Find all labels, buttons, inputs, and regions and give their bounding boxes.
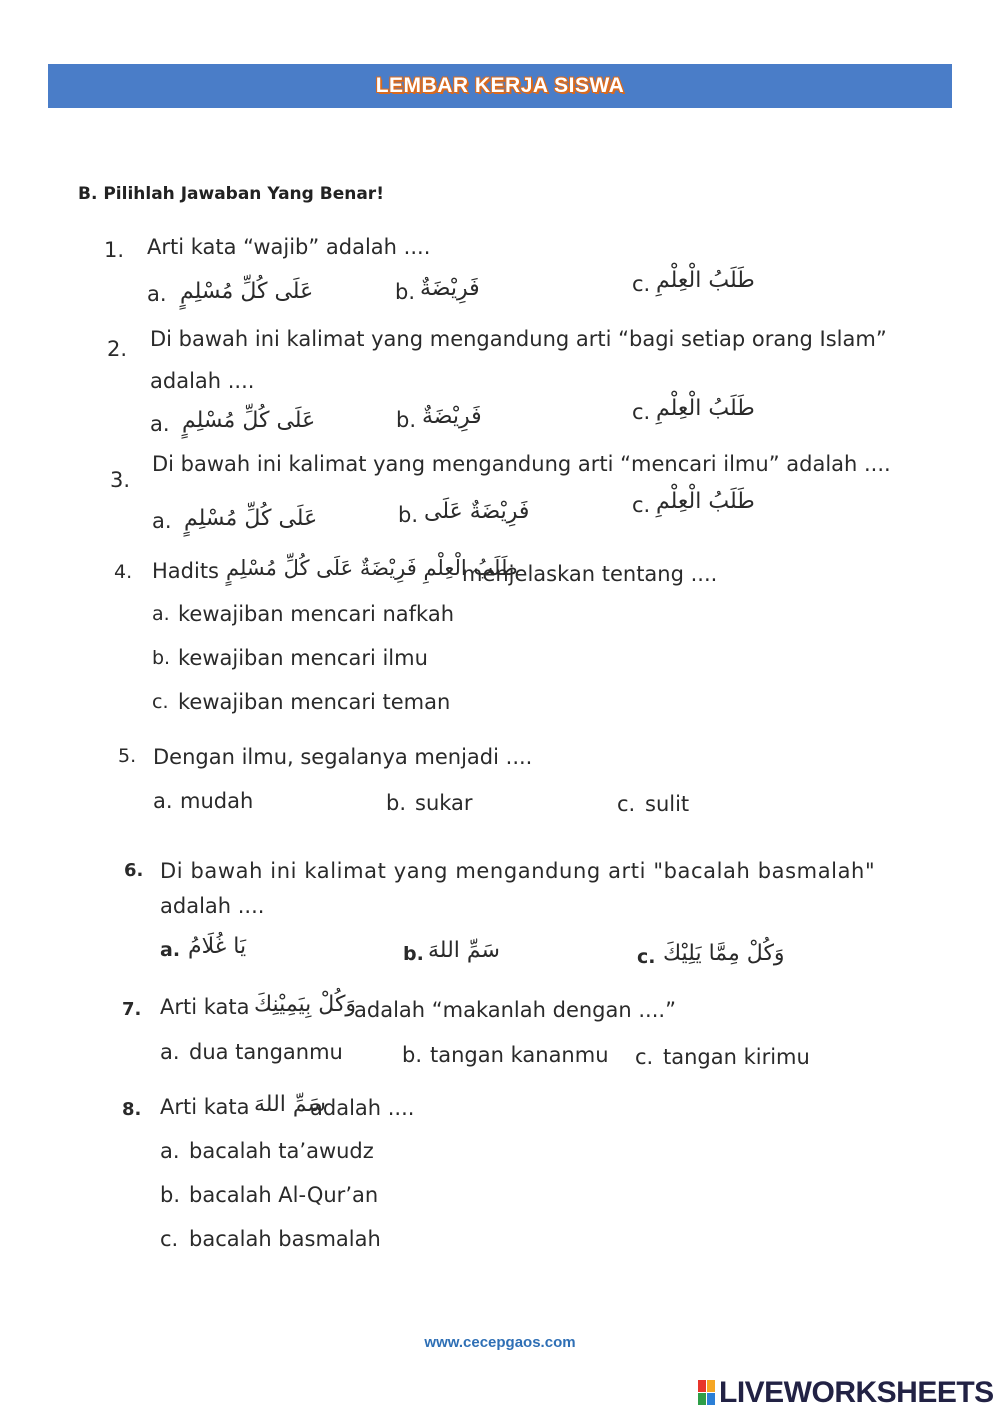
question-text-after: adalah “makanlah dengan ....” <box>354 998 676 1022</box>
option-letter: a. <box>152 603 170 625</box>
question-text-continued: adalah .... <box>150 369 255 393</box>
option-letter: b. <box>386 791 407 815</box>
page-title: LEMBAR KERJA SISWA <box>375 74 625 97</box>
liveworksheets-icon <box>698 1380 716 1406</box>
option-a[interactable]: يَا غُلَامُ <box>188 934 247 959</box>
option-letter: b. <box>398 503 419 527</box>
option-letter: b. <box>395 280 416 304</box>
option-letter: a. <box>160 1040 180 1064</box>
option-b[interactable]: فَرِيْضَةٌ عَلَى <box>424 499 530 524</box>
option-b[interactable]: سَمِّ اللهَ <box>428 938 500 963</box>
option-letter: a. <box>153 789 173 813</box>
liveworksheets-logo[interactable] <box>698 1376 994 1410</box>
question-number: 3. <box>110 468 131 492</box>
option-c[interactable]: طَلَبُ الْعِلْمِ <box>656 489 755 514</box>
question-text-before: Arti kata <box>160 1095 250 1119</box>
section-title: B. Pilihlah Jawaban Yang Benar! <box>78 184 384 204</box>
option-letter: c. <box>152 691 169 713</box>
option-letter: c. <box>632 493 651 517</box>
option-b[interactable]: bacalah Al-Qur’an <box>189 1183 379 1207</box>
footer-url[interactable]: www.cecepgaos.com <box>424 1334 576 1351</box>
question-number: 5. <box>118 745 137 767</box>
option-c[interactable]: طَلَبُ الْعِلْمِ <box>656 396 755 421</box>
option-letter: b. <box>403 943 424 965</box>
question-text-before: Hadits <box>152 559 219 583</box>
option-letter: c. <box>160 1227 179 1251</box>
header-banner <box>48 64 952 108</box>
option-letter: b. <box>402 1043 423 1067</box>
option-b[interactable]: فَرِيْضَةٌ <box>422 404 482 429</box>
logo-square-icon <box>707 1393 715 1405</box>
option-a[interactable]: kewajiban mencari nafkah <box>178 602 455 626</box>
question-number: 6. <box>124 860 144 881</box>
question-text: Di bawah ini kalimat yang mengandung arti "bacalah basmalah" <box>160 859 876 883</box>
logo-square-icon <box>698 1380 706 1392</box>
logo-text: LIVEWORKSHEETS <box>719 1376 994 1409</box>
option-a[interactable]: عَلَى كُلِّ مُسْلِمٍ <box>182 408 316 433</box>
option-c[interactable]: وَكُلْ مِمَّا يَلِيْكَ <box>663 941 785 966</box>
question-text: Arti kata “wajib” adalah .... <box>147 235 431 259</box>
arabic-word: سَمِّ اللهَ <box>254 1092 326 1117</box>
question-text: Di bawah ini kalimat yang mengandung arti “mencari ilmu” adalah .... <box>152 452 891 476</box>
option-letter: c. <box>617 792 636 816</box>
option-a[interactable]: عَلَى كُلِّ مُسْلِمٍ <box>184 506 318 531</box>
option-letter: a. <box>160 1139 180 1163</box>
question-text-after: menjelaskan tentang .... <box>462 562 718 586</box>
option-c[interactable]: tangan kirimu <box>663 1045 810 1069</box>
question-text: Di bawah ini kalimat yang mengandung arti “bagi setiap orang Islam” <box>150 327 887 351</box>
option-a[interactable]: mudah <box>180 789 254 813</box>
option-a[interactable]: عَلَى كُلِّ مُسْلِمٍ <box>180 279 314 304</box>
option-letter: c. <box>637 946 656 968</box>
question-number: 2. <box>107 337 128 361</box>
question-number: 4. <box>114 561 133 583</box>
option-b[interactable]: فَرِيْضَةٌ <box>420 276 480 301</box>
option-letter: a. <box>150 412 170 436</box>
question-text-after: adalah .... <box>310 1096 415 1120</box>
option-c[interactable]: bacalah basmalah <box>189 1227 381 1251</box>
option-a[interactable]: dua tanganmu <box>189 1040 343 1064</box>
option-b[interactable]: sukar <box>415 791 473 815</box>
question-text: Dengan ilmu, segalanya menjadi .... <box>153 745 533 769</box>
option-letter: c. <box>635 1045 654 1069</box>
arabic-word: وَكُلْ بِيَمِيْنِكَ <box>254 992 357 1017</box>
question-number: 8. <box>122 1099 142 1120</box>
option-letter: b. <box>396 408 417 432</box>
option-c[interactable]: طَلَبُ الْعِلْمِ <box>656 268 755 293</box>
option-b[interactable]: tangan kananmu <box>430 1043 609 1067</box>
option-c[interactable]: sulit <box>645 792 690 816</box>
option-letter: b. <box>160 1183 181 1207</box>
logo-square-icon <box>698 1393 706 1405</box>
option-letter: b. <box>152 647 171 669</box>
option-b[interactable]: kewajiban mencari ilmu <box>178 646 428 670</box>
option-letter: c. <box>632 400 651 424</box>
question-text-continued: adalah .... <box>160 894 265 918</box>
option-letter: a. <box>147 282 167 306</box>
option-c[interactable]: kewajiban mencari teman <box>178 690 451 714</box>
option-letter: c. <box>632 272 651 296</box>
logo-square-icon <box>707 1380 715 1392</box>
hadith-arabic: طَلَبُ الْعِلْمِ فَرِيْضَةٌ عَلَى كُلِّ مُسْلِمٍ <box>226 556 518 580</box>
option-letter: a. <box>160 939 181 961</box>
question-text-before: Arti kata <box>160 995 250 1019</box>
question-number: 1. <box>104 238 125 262</box>
question-number: 7. <box>122 999 142 1020</box>
option-a[interactable]: bacalah ta’awudz <box>189 1139 374 1163</box>
option-letter: a. <box>152 509 172 533</box>
